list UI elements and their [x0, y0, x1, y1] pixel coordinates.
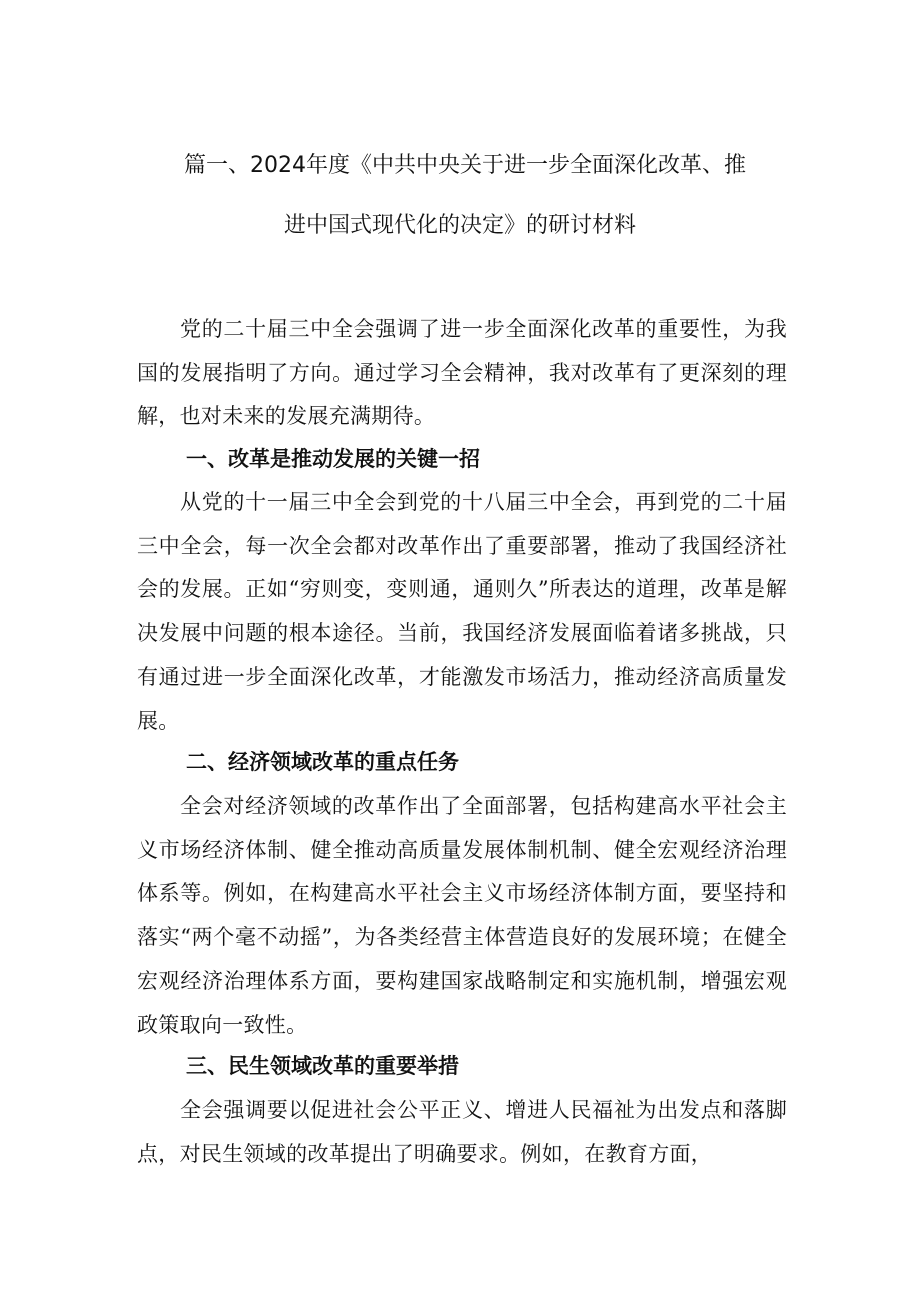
section-heading-3: 三、民生领域改革的重要举措: [186, 1054, 459, 1078]
section-body-1: 从党的十一届三中全会到党的十八届三中全会，再到党的二十届三中全会，每一次全会都对改革作出了重要部署，推动了我国经济社会的发展。正如“穷则变，变则通，通则久”所表达的道理，改革是解决发展中问题的根本途径。当前，我国经济发展面临着诸多挑战，只有通过进一步全面深化改革，才能激发市场活力，推动经济高质量发展。: [137, 490, 787, 733]
section-body-3: 全会强调要以促进社会公平正义、增进人民福祉为出发点和落脚点，对民生领域的改革提出了明确要求。例如，在教育方面，: [137, 1098, 787, 1166]
document-title-line-2: 进中国式现代化的决定》的研讨材料: [283, 213, 636, 238]
section-body-2: 全会对经济领域的改革作出了全面部署，包括构建高水平社会主义市场经济体制、健全推动高质量发展体制机制、健全宏观经济治理体系等。例如，在构建高水平社会主义市场经济体制方面，要坚持和落实“两个毫不动摇”，为各类经营主体营造良好的发展环境；在健全宏观经济治理体系方面，要构建国家战略制定和实施机制，增强宏观政策取向一致性。: [137, 794, 787, 1037]
intro-paragraph: 党的二十届三中全会强调了进一步全面深化改革的重要性，为我国的发展指明了方向。通过学习全会精神，我对改革有了更深刻的理解，也对未来的发展充满期待。: [137, 317, 787, 429]
section-heading-2: 二、经济领域改革的重点任务: [186, 750, 459, 774]
document-title-line-1: 篇一、2024年度《中共中央关于进一步全面深化改革、推: [184, 153, 746, 178]
section-heading-1: 一、改革是推动发展的关键一招: [186, 447, 480, 471]
